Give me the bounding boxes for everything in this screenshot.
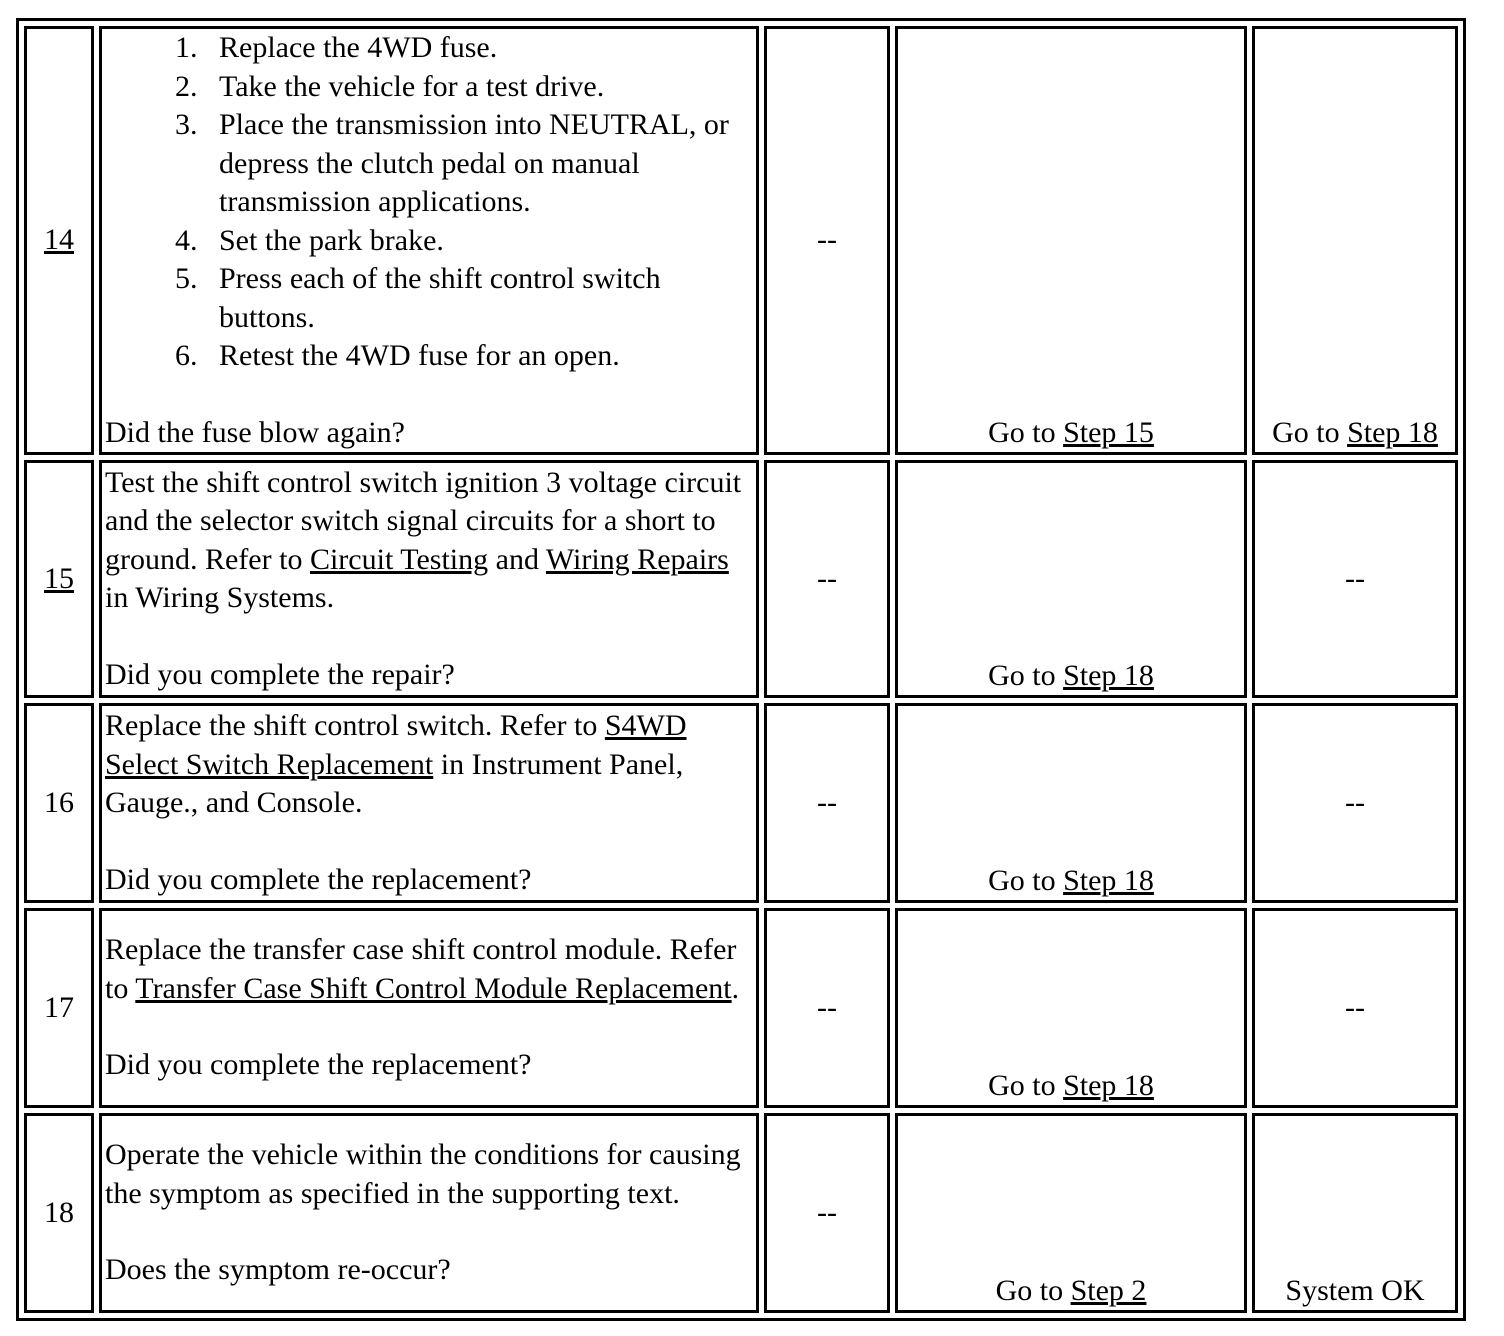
question-text: Did you complete the replacement? (105, 862, 532, 896)
question-text: Did the fuse blow again? (105, 415, 405, 449)
procedure-list (105, 29, 753, 376)
action-cell (99, 1113, 759, 1313)
action-text-part: Replace the shift control switch. Refer to (105, 709, 605, 742)
table-row (24, 26, 1458, 455)
circuit-testing-link[interactable]: Circuit Testing (309, 542, 489, 576)
yes-step-link[interactable]: Step 15 (1063, 415, 1154, 449)
yes-prefix: Go to (988, 658, 1064, 692)
no-cell: System OK (1252, 1113, 1458, 1313)
yes-step-link[interactable]: Step 18 (1063, 863, 1154, 897)
yes-prefix: Go to (988, 1068, 1064, 1102)
action-text-part: and (488, 542, 546, 576)
action-text-part: . (731, 971, 740, 1005)
action-cell (99, 460, 759, 698)
no-cell: -- (1252, 460, 1458, 698)
step-cell (24, 26, 94, 455)
table-row (24, 908, 1458, 1108)
value-cell: -- (764, 26, 890, 455)
value-cell: -- (764, 703, 890, 903)
yes-step-link[interactable]: Step 2 (1070, 1273, 1147, 1307)
step-link[interactable]: 15 (44, 561, 74, 595)
list-item: 1. Replace the 4WD fuse. (205, 29, 753, 68)
action-text (105, 707, 753, 823)
no-cell: -- (1252, 908, 1458, 1108)
action-cell (99, 703, 759, 903)
action-text-part: in Wiring Systems. (105, 581, 335, 615)
yes-prefix: Go to (988, 863, 1064, 897)
no-step-link[interactable]: Step 18 (1347, 415, 1438, 449)
yes-cell (895, 460, 1247, 698)
yes-prefix: Go to (988, 415, 1064, 449)
list-item: 3. Place the transmission into NEUTRAL, or depress the clutch pedal on manual transmission applications. (205, 106, 753, 222)
yes-cell (895, 26, 1247, 455)
action-text-part: in Instrument Panel, Gauge., and Console. (105, 747, 684, 819)
question-text: Did you complete the replacement? (105, 1048, 532, 1082)
yes-cell (895, 703, 1247, 903)
action-text: Operate the vehicle within the conditions for causing the symptom as specified in the supporting text. (105, 1138, 741, 1210)
question-text: Does the symptom re-occur? (105, 1253, 451, 1287)
switch-replacement-link[interactable]: S4WD Select Switch Replacement (105, 709, 687, 781)
yes-step-link[interactable]: Step 18 (1063, 1068, 1154, 1102)
wiring-repairs-link[interactable]: Wiring Repairs (545, 542, 729, 576)
value-cell: -- (764, 1113, 890, 1313)
action-text (105, 931, 753, 1008)
table-row (24, 703, 1458, 903)
no-prefix: Go to (1272, 415, 1348, 449)
action-text (105, 464, 753, 618)
yes-step-link[interactable]: Step 18 (1063, 658, 1154, 692)
action-text-part: Test the shift control switch ignition 3 voltage circuit and the selector switch signal circuits for a short to ground. Refer to (105, 465, 742, 576)
list-item: 4. Set the park brake. (205, 222, 753, 261)
list-item: 2. Take the vehicle for a test drive. (205, 68, 753, 107)
page (16, 18, 1460, 1321)
value-cell: -- (764, 460, 890, 698)
no-cell: -- (1252, 703, 1458, 903)
step-cell: 16 (24, 703, 94, 903)
diagnostic-table (16, 18, 1466, 1321)
step-link[interactable]: 14 (44, 223, 74, 257)
step-cell (24, 460, 94, 698)
value-cell: -- (764, 908, 890, 1108)
yes-cell (895, 908, 1247, 1108)
list-item: 5. Press each of the shift control switch buttons. (205, 260, 753, 337)
yes-cell (895, 1113, 1247, 1313)
step-cell: 17 (24, 908, 94, 1108)
no-cell (1252, 26, 1458, 455)
yes-prefix: Go to (995, 1273, 1071, 1307)
action-cell (99, 26, 759, 455)
question-text: Did you complete the repair? (105, 657, 455, 691)
module-replacement-link[interactable]: Transfer Case Shift Control Module Replacement (135, 971, 732, 1005)
action-cell (99, 908, 759, 1108)
table-row (24, 1113, 1458, 1313)
action-text-part: Replace the transfer case shift control module. Refer to (105, 933, 737, 1005)
list-item: 6. Retest the 4WD fuse for an open. (205, 337, 753, 376)
table-row (24, 460, 1458, 698)
step-cell: 18 (24, 1113, 94, 1313)
